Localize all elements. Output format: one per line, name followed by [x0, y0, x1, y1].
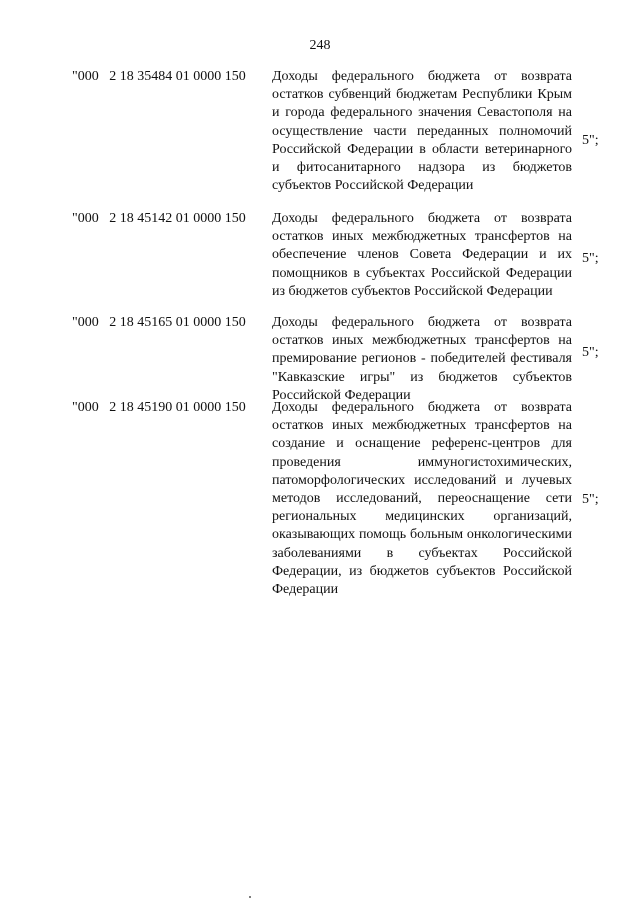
revenue-code: "000 2 18 35484 01 0000 150	[72, 69, 246, 84]
code-suffix: 5";	[582, 345, 599, 360]
page-number: 248	[309, 38, 331, 53]
scan-artifact-dot	[249, 896, 251, 898]
revenue-code: "000 2 18 45165 01 0000 150	[72, 315, 246, 330]
code-suffix: 5";	[582, 251, 599, 266]
revenue-code: "000 2 18 45190 01 0000 150	[72, 400, 246, 415]
code-suffix: 5";	[582, 133, 599, 148]
revenue-description: Доходы федерального бюджета от возврата остатков иных межбюджетных трансфертов на создание и оснащение референс-центров для проведения иммуногистохимических, патоморфологических исследований и лучевых методов исследований, переоснащение сети региональных медицинских организаций, оказывающих помощь больным онкологическими заболеваниями в субъектах Российской Федерации, из бюджетов субъектов Российской Федерации	[272, 400, 572, 598]
revenue-description: Доходы федерального бюджета от возврата остатков иных межбюджетных трансфертов на премирование регионов - победителей фестиваля "Кавказские игры" из бюджетов субъектов Российской Федерации	[272, 315, 572, 403]
revenue-description: Доходы федерального бюджета от возврата остатков иных межбюджетных трансфертов на обеспечение членов Совета Федерации и их помощников в субъектах Российской Федерации из бюджетов субъектов Российской Федерации	[272, 211, 572, 299]
revenue-code: "000 2 18 45142 01 0000 150	[72, 211, 246, 226]
code-suffix: 5";	[582, 492, 599, 507]
revenue-description: Доходы федерального бюджета от возврата остатков субвенций бюджетам Республики Крым и города федерального значения Севастополя на осуществление части переданных полномочий Российской Федерации в области ветеринарного и фитосанитарного надзора из бюджетов субъектов Российской Федерации	[272, 69, 572, 194]
